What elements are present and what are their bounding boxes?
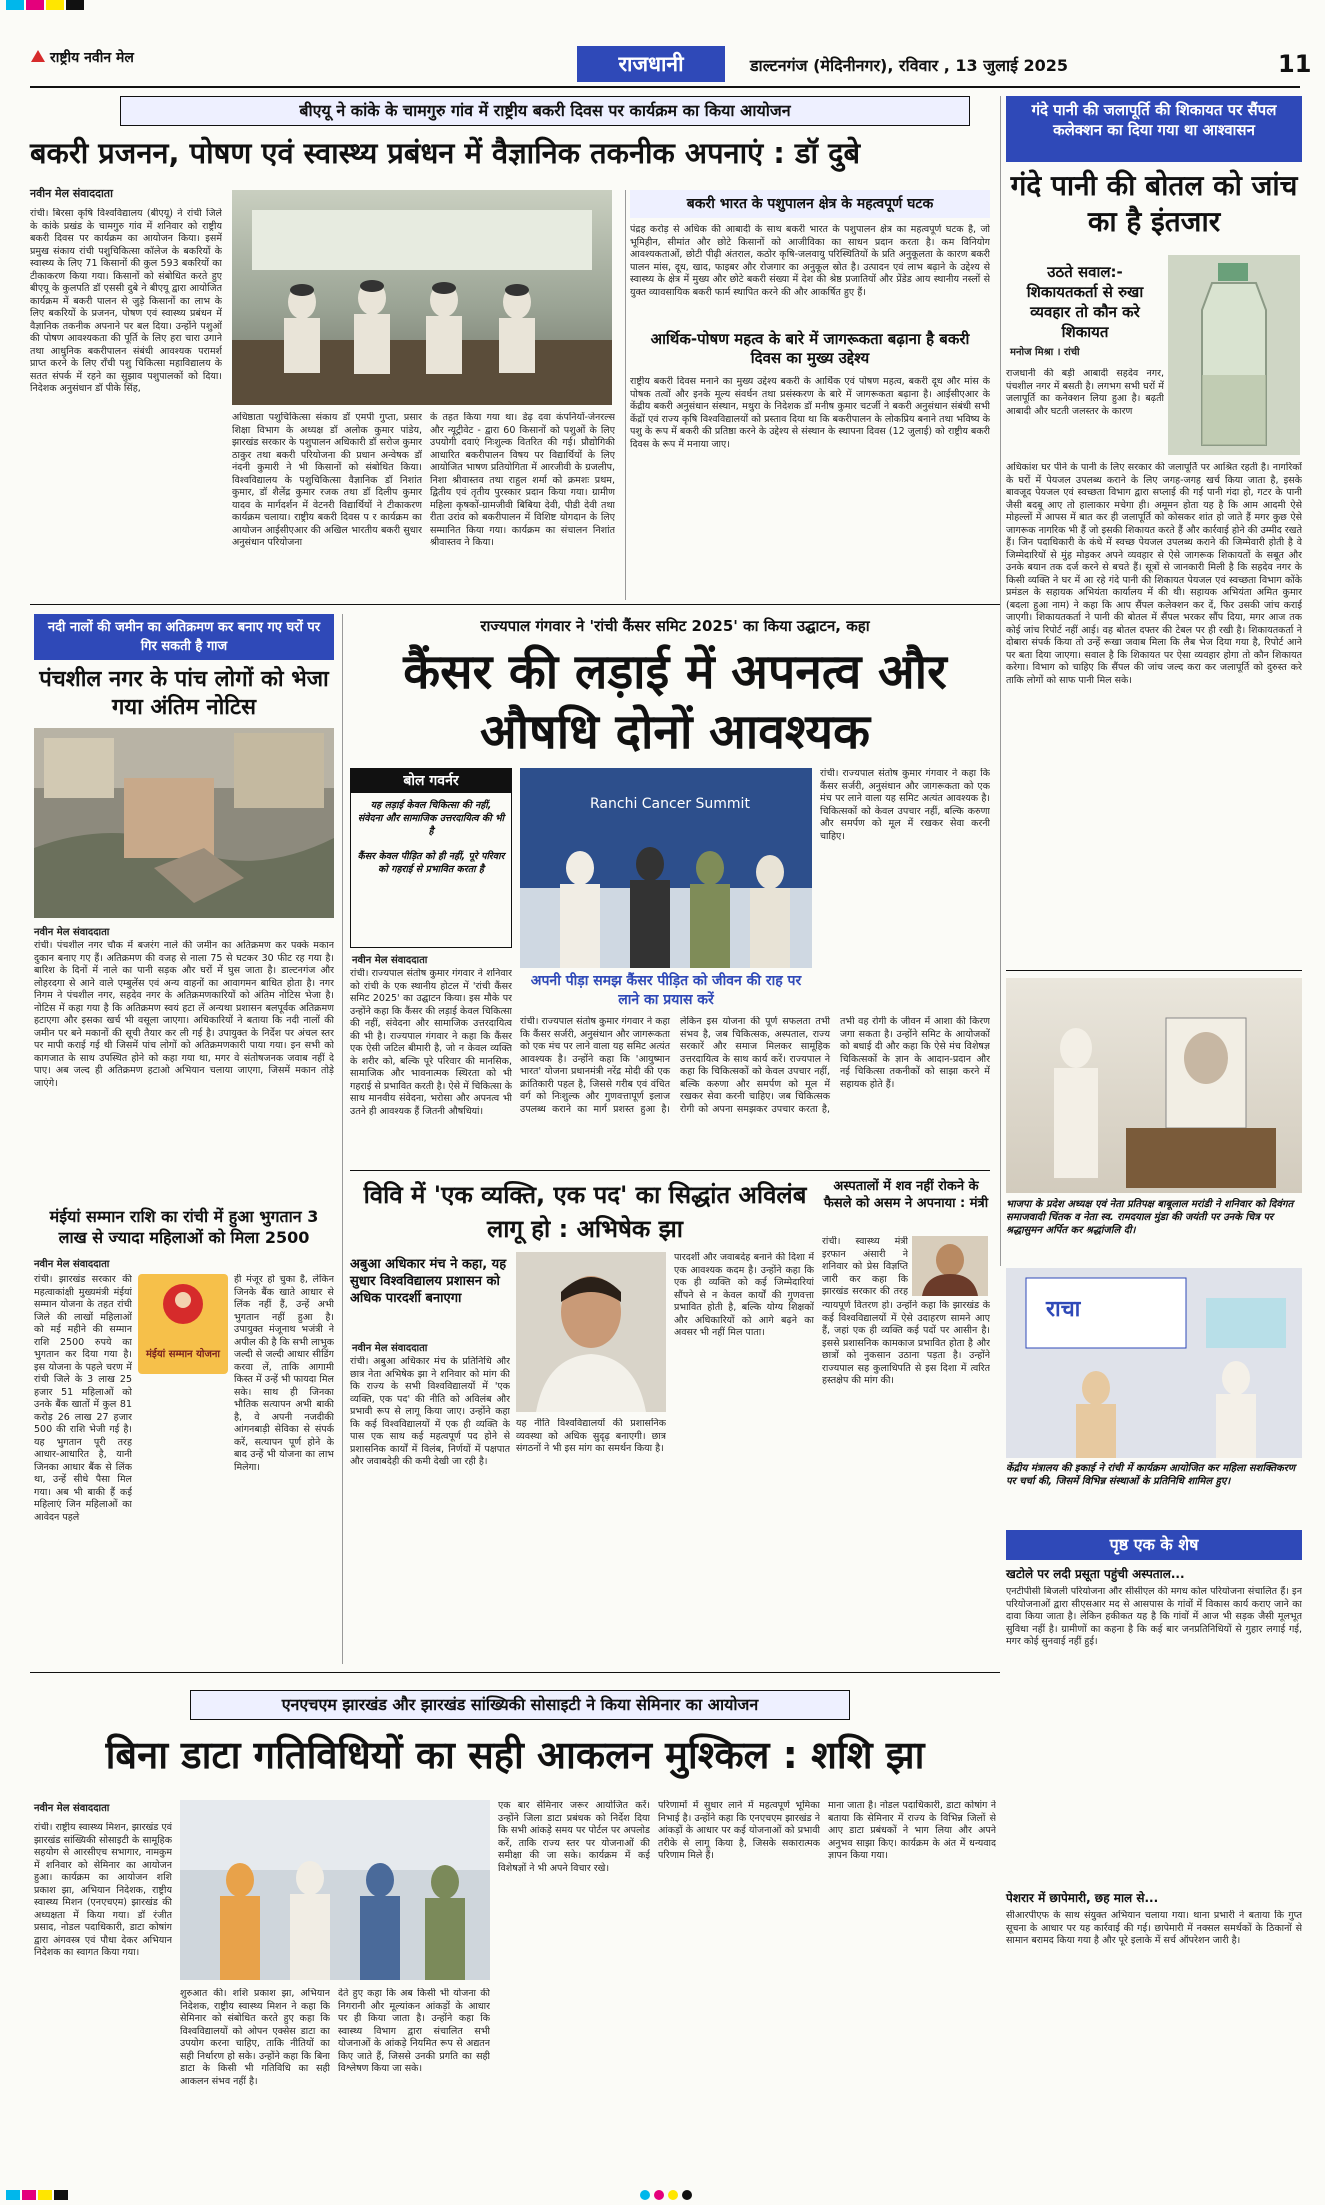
data-body-2: शुरुआत की। शशि प्रकाश झा, अभियान निदेशक, राष्ट्रीय स्वास्थ्य मिशन ने कहा कि सेमिनार को संबोधित करते हुए कहा कि विश्वविद्यालयों को ओपन एक्सेस डाटा का उपयोग करना चाहिए, ताकि नीतियों का सही निर्धारण हो सके। उन्होंने कहा कि बिना डाटा के किसी भी गतिविधि का सही आकलन संभव नहीं है। xyxy=(180,1988,330,2087)
cancer-byline: नवीन मेल संवाददाता xyxy=(352,955,428,966)
data-kicker: एनएचएम झारखंड और झारखंड सांख्यिकी सोसाइटी ने किया सेमिनार का आयोजन xyxy=(190,1690,850,1720)
cancer-headline: कैंसर की लड़ाई में अपनत्व और औषधि दोनों आवश्यक xyxy=(403,644,947,760)
river-headline: पंचशील नगर के पांच लोगों को भेजा गया अंतिम नोटिस xyxy=(39,667,329,720)
goat-col-4: पंद्रह करोड़ से अधिक की आबादी के साथ बकरी भारत के पशुपालन क्षेत्र का महत्वपूर्ण घटक है, जो भूमिहीन, सीमांत और छोटे किसानों को आजीविका का साधन प्रदान करता है। कम विनियोग आवश्यकताओं, छोटी पीढ़ी अंतराल, कठोर कृषि-जलवायु परिस्थितियों के प्रति अनुकूलता के कारण बकरी पालन मांस, दूध, खाद, फाइबर और रोजगार का अनुकूल स्रोत है। उत्पादन एवं लाभ बढ़ाने के उद्देश्य से स्वास्थ्य के क्षेत्र में मुख्य और छोटे बकरी संख्या में देश की श्रेष्ठ प्रजातियों और प्रेंडेड आय स्थानीय नस्लों से युक्त व्यावसायिक बकरी फार्म स्थापित करने की और आकर्षित हुए हैं। xyxy=(630,224,990,298)
data-byline: नवीन मेल संवाददाता xyxy=(34,1803,110,1814)
water-body-1: राजधानी की बड़ी आबादी सहदेव नगर, पंचशील नगर में बसती है। लगभग सभी घरों में जलापूर्ति का कनेक्शन लिया हुआ है। बढ़ती आबादी और घटती जलस्तर के कारण xyxy=(1006,368,1164,417)
data-body-6: माना जाता है। नोडल पदाधिकारी, डाटा कोषांग ने बताया कि सेमिनार में राज्य के विभिन्न जिलों से आए डाटा प्रबंधकों ने भाग लिया और अपने अनुभव साझा किए। कार्यक्रम के अंत में धन्यवाद ज्ञापन किया गया। xyxy=(828,1800,996,1861)
river-byline: नवीन मेल संवाददाता xyxy=(34,927,110,938)
color-bar-magenta xyxy=(26,0,44,10)
water-question: उठते सवाल:- शिकायतकर्ता से रुखा व्यवहार तो कौन करे शिकायत xyxy=(1026,263,1144,341)
cancer-banner-text: Ranchi Cancer Summit xyxy=(590,796,750,812)
pm-sub: अबुआ अधिकार मंच ने कहा, यह सुधार विश्वविद्यालय प्रशासन को अधिक पारदर्शी बनाएगा xyxy=(350,1257,507,1306)
paper-logo-icon xyxy=(30,48,46,62)
pm-body-1: रांची। अबुआ अधिकार मंच के प्रतिनिधि और छात्र नेता अभिषेक झा ने शनिवार को मांग की कि राज्य के सभी विश्वविद्यालयों में 'एक व्यक्ति, एक पद' की नीति को अविलंब और प्रभावी रूप से लागू किया जाए। उन्होंने कहा कि कई विश्वविद्यालयों में एक ही व्यक्ति के पास एक साथ कई महत्वपूर्ण पद होने से प्रशासनिक कार्यों में विलंब, निर्णयों में पक्षपात और जवाबदेही की कमी देखी जा रही है। xyxy=(350,1356,510,1467)
data-seminar-photo xyxy=(180,1800,490,1980)
cancer-photo-caption: अपनी पीड़ा समझ कैंसर पीड़ित को जीवन की राह पर लाने का प्रयास करें xyxy=(530,973,802,1008)
goat-col-1: रांची। बिरसा कृषि विश्वविद्यालय (बीएयू) ने रांची जिले के कांके प्रखंड के चामगुरु गांव में शनिवार को राष्ट्रीय बकरी दिवस पर कार्यक्रम का आयोजन किया। इसमें प्रमुख संकाय रांची पशुचिकित्सा कॉलेज के बकरियों के स्वास्थ्य के लिए 71 किसानों की कुल 593 बकरियों का टीकाकरण किया गया। किसानों को संबोधित करते हुए बीएयू के कुलपति डॉ एससी दुबे ने बीएयू द्वारा आयोजित कार्यक्रम में बकरी पालन से जुड़े किसानों का लाभ के लिए बकरियों के प्रजनन, पोषण एवं स्वास्थ्य प्रबंधन में वैज्ञानिक तकनीक अपनाने पर बल दिया। उन्होंने पशुओं की पोषण आवश्यकता की पूर्ति के लिए हरा चारा उगाने तथा आधुनिक बकरीपालन संबंधी आवश्यक परामर्श प्राप्त करने के लिए राँची पशु चिकित्सा महाविद्यालय के सतत संपर्क में रहने का सुझाव पशुपालकों को दिया। निदेशक अनुसंधान डॉ पीके सिंह, xyxy=(30,208,222,394)
pm-headline: विवि में 'एक व्यक्ति, एक पद' का सिद्धांत अविलंब लागू हो : अभिषेक झा xyxy=(363,1181,807,1243)
data-headline: बिना डाटा गतिविधियों का सही आकलन मुश्किल : शशि झा xyxy=(105,1733,925,1777)
goat-headline: बकरी प्रजनन, पोषण एवं स्वास्थ्य प्रबंधन में वैज्ञानिक तकनीक अपनाएं : डॉ दुबे xyxy=(30,136,861,170)
seminar-banner-text: राचा xyxy=(1046,1297,1081,1322)
river-kicker: नदी नालों की जमीन का अतिक्रमण कर बनाए गए घरों पर गिर सकती है गाज xyxy=(34,614,334,660)
dateline: डाल्टनगंज (मेदिनीनगर), रविवार , 13 जुलाई 2025 xyxy=(750,56,1069,75)
data-body-3: देते हुए कहा कि अब किसी भी योजना की निगरानी और मूल्यांकन आंकड़ों के आधार पर ही किया जाता है। उन्होंने कहा कि स्वास्थ्य विभाग द्वारा संचालित सभी योजनाओं के आंकड़े नियमित रूप से अद्यतन किए जाते हैं, जिससे उनकी प्रगति का सही विश्लेषण किया जा सके। xyxy=(338,1988,490,2074)
pm-body-2: पारदर्शी और जवाबदेह बनाने की दिशा में एक आवश्यक कदम है। उन्होंने कहा कि एक ही व्यक्ति को कई जिम्मेदारियां सौंपने से न केवल कार्यों की गुणवत्ता प्रभावित होती है, बल्कि योग्य शिक्षकों और अधिकारियों को आगे बढ़ने का अवसर भी नहीं मिल पाता। xyxy=(674,1252,814,1338)
data-body-1: रांची। राष्ट्रीय स्वास्थ्य मिशन, झारखंड एवं झारखंड सांख्यिकी सोसाइटी के सामूहिक सहयोग से आरसीएच सभागार, नामकुम में शनिवार को सेमिनार का आयोजन हुआ। कार्यक्रम का आयोजन शशि प्रकाश झा, अभियान निदेशक, राष्ट्रीय स्वास्थ्य मिशन (एनएचएम) झारखंड की अध्यक्षता में किया गया। डॉ रंजीत प्रसाद, नोडल पदाधिकारी, डाटा कोषांग द्वारा अंगवस्त्र एवं पौधा देकर अभियान निदेशक का स्वागत किया गया। xyxy=(34,1822,172,1958)
minister-photo xyxy=(912,1236,988,1296)
color-bar-yellow xyxy=(46,0,64,10)
water-body-2: अधिकांश घर पीने के पानी के लिए सरकार की जलापूर्ति पर आश्रित रहती है। नागरिकों के घरों में पेयजल उपलब्ध कराने के लिए जगह-जगह खर्च किया जाता है, इसके बावजूद पेयजल एवं स्वच्छता विभाग द्वारा सप्लाई की गई पानी गंदा हो, गटर के पानी जैसी बदबू आए तो हालाकार मचेगा ही। अमूमन होता यह है कि आम आदमी ऐसे मोहल्लों में आपस में बात कर ही जलापूर्ति को कोसकर शांत हो जाते हैं मगर कुछ ऐसे जागरूक नागरिक भी हैं जो इसकी शिकायत करते हैं और कार्रवाई होने की उम्मीद रखते हैं। जिन पदाधिकारी के कंधे में स्वच्छ पेयजल उपलब्ध कराने की जिम्मेवारी होती है वे जिम्मेदारियों से मुंह मोड़कर अपने व्यवहार से ऐसे जागरूक शिकायतों के सबूत और उनके बयान तक दर्ज करने से बचते हैं। सूत्रों से जानकारी मिली है कि सहदेव नगर के किसी व्यक्ति ने घर में आ रहे गंदे पानी की शिकायत पेयजल एवं स्वच्छता विभाग कोंके प्रमंडल के सहायक अभियंता कार्यालय में की थी। सहायक अभियंता अमित कुमार (बदला हुआ नाम) ने कहा कि आप सैंपल कलेक्शन कर दें, फिर उसकी जांच कराई जाएगी। शिकायतकर्ता ने पानी की बोतल में सैंपल भरकर सौंप दिया, मगर आज तक कोई जांच रिपोर्ट नहीं आई। वह बोतल दफ्तर की टेबल पर ही रखी है। शिकायतकर्ता ने दोबारा संपर्क किया तो उन्हें रूखा जवाब मिला कि लैब भेज दिया गया है, रिपोर्ट आने पर बता दिया जाएगा। सवाल है कि शिकायत पर ऐसा व्यवहार होगा तो कौन शिकायत करेगा। विभाग को चाहिए कि सैंपल की जांच जल्द करा कर जलापूर्ति को दुरुस्त करे ताकि लोगों को साफ पानी मिल सके। xyxy=(1006,462,1302,686)
cancer-box-item-2: कैंसर केवल पीड़ित को ही नहीं, पूरे परिवार को गहराई से प्रभावित करता है xyxy=(357,851,505,875)
bottom-color-bar xyxy=(0,2190,1325,2202)
goat-kicker: बीएयू ने कांके के चामगुरु गांव में राष्ट्रीय बकरी दिवस पर कार्यक्रम का किया आयोजन xyxy=(120,96,970,126)
water-headline: गंदे पानी की बोतल को जांच का है इंतजार xyxy=(1010,169,1298,238)
remaining-item-2-title: पेशरार में छापेमारी, छह माल से... xyxy=(1006,1891,1159,1905)
paper-name: राष्ट्रीय नवीन मेल xyxy=(50,50,134,66)
seminar-photo xyxy=(1006,1268,1302,1458)
goat-subhead-1: बकरी भारत के पशुपालन क्षेत्र के महत्वपूर्ण घटक xyxy=(630,190,990,218)
masthead-rule xyxy=(30,86,1300,88)
data-body-4: एक बार सेमिनार जरूर आयोजित करें। उन्होंने जिला डाटा प्रबंधक को निर्देश दिया कि सभी आंकड़े समय पर पोर्टल पर अपलोड करें, ताकि राज्य स्तर पर योजनाओं की समीक्षा की जा सके। कार्यक्रम में कई विशेषज्ञों ने भी अपने विचार रखे। xyxy=(498,1800,650,1874)
cancer-kicker: राज्यपाल गंगवार ने 'रांची कैंसर समिट 2025' का किया उद्घाटन, कहा xyxy=(480,617,870,635)
cancer-box-item-1: यह लड़ाई केवल चिकित्सा की नहीं, संवेदना और सामाजिक उत्तरदायित्व की भी है xyxy=(357,800,505,837)
pm-body-1b: यह नीति विश्वविद्यालयों की प्रशासनिक व्यवस्था को अधिक सुदृढ़ बनाएगी। छात्र संगठनों ने भी इस मांग का समर्थन किया है। xyxy=(516,1418,666,1454)
abhishek-jha-photo xyxy=(516,1252,666,1412)
masthead xyxy=(0,0,1325,78)
seminar-caption: केंद्रीय मंत्रालय की इकाई ने रांची में कार्यक्रम आयोजित कर महिला सशक्तिकरण पर चर्चा की, जिसमें विभिन्न संस्थाओं के प्रतिनिधि शामिल हुए। xyxy=(1006,1463,1296,1487)
water-kicker: गंदे पानी की जलापूर्ति की शिकायत पर सैंपल कलेक्शन का दिया गया था आश्वासन xyxy=(1006,96,1302,162)
goat-subhead-2: आर्थिक-पोषण महत्व के बारे में जागरूकता बढ़ाना है बकरी दिवस का मुख्य उद्देश्य xyxy=(650,330,970,367)
section-tag: राजधानी xyxy=(577,46,725,82)
water-byline: मनोज मिश्रा । रांची xyxy=(1010,347,1080,358)
maiyan-body-1: रांची। झारखंड सरकार की महत्वाकांक्षी मुख्यमंत्री मंईयां सम्मान योजना के तहत रांची जिले की लाखों महिलाओं को मई महीने की सम्मान राशि 2500 रुपये का भुगतान कर दिया गया है। इस योजना के पहले चरण में रांची जिले के 3 लाख 25 हजार 51 महिलाओं को उनके बैंक खातों में कुल 81 करोड़ 26 लाख 27 हजार 500 की राशि भेजी गई है। यह भुगतान पूरी तरह आधार-आधारित है, यानी जिनका आधार बैंक से लिंक था, उन्हें सीधे पैसा मिल गया। अब भी बाकी हैं कई महिलाएं जिन महिलाओं का आवेदन पहले xyxy=(34,1274,132,1523)
goat-col-5: राष्ट्रीय बकरी दिवस मनाने का मुख्य उद्देश्य बकरी के आर्थिक एवं पोषण महत्व, बकरी दूध और मांस के पोषक तत्वों और इनके मूल्य संवर्धन तथा प्रसंस्करण के बारे में जागरूकता बढ़ाना है। आईसीएआर के केंद्रीय बकरी अनुसंधान संस्थान, मथुरा के निदेशक डॉ मनीष कुमार चटर्जी ने बकरी अनुसंधान संबंधी सभी केंद्रों एवं राज्य कृषि विश्वविद्यालयों को प्रस्ताव दिया था कि बकरीपालन के लोकप्रिय बनाने तथा भविष्य के पशु के रूप में बकरी की प्रतिष्ठा करने के उद्देश्य से संस्थान के स्थापना दिवस (12 जुलाई) को राष्ट्रीय बकरी दिवस के रूप में मनाया जाए। xyxy=(630,376,990,450)
data-body-5: परिणामों में सुधार लाने में महत्वपूर्ण भूमिका निभाई है। उन्होंने कहा कि एनएचएम झारखंड ने आंकड़ों के आधार पर कई योजनाओं को प्रभावी तरीके से लागू किया है, जिसके सकारात्मक परिणाम मिले हैं। xyxy=(658,1800,820,1861)
maiyan-logo-text: मंईयां सम्मान योजना xyxy=(145,1349,221,1360)
remaining-item-1-title: खटोले पर लदी प्रसूता पहुंची अस्पताल... xyxy=(1006,1567,1185,1581)
water-bottle-photo xyxy=(1168,255,1300,455)
cancer-body-2: रांची। राज्यपाल संतोष कुमार गंगवार ने कहा कि कैंसर सर्जरी, अनुसंधान और जागरूकता को एक मंच पर लाने वाला यह समिट अत्यंत आवश्यक है। उन्होंने कहा कि 'आयुष्मान भारत' योजना प्रधानमंत्री नरेंद्र मोदी की एक क्रांतिकारी पहल है, जिससे गरीब एवं वंचित वर्ग को निःशुल्क और गुणवत्तापूर्ण इलाज उपलब्ध कराने का मार्ग प्रशस्त हुआ है। लेकिन इस योजना की पूर्ण सफलता तभी संभव है, जब चिकित्सक, अस्पताल, राज्य सरकारें और समाज मिलकर सामूहिक उत्तरदायित्व के साथ कार्य करें। राज्यपाल ने कहा कि चिकित्सकों को केवल उपचार नहीं, बल्कि करुणा और समर्पण को मूल में रखकर सेवा करनी चाहिए। जब चिकित्सक रोगी को अपना समझकर उपचार करता है, तभी वह रोगी के जीवन में आशा की किरण जगा सकता है। उन्होंने समिट के आयोजकों को बधाई दी और कहा कि ऐसे मंच विशेषज्ञ चिकित्सकों के ज्ञान के आदान-प्रदान और नई चिकित्सा तकनीकों को साझा करने में सहायक होते हैं। xyxy=(520,1016,990,1115)
color-bar-cyan xyxy=(6,0,24,10)
river-body: रांची। पंचशील नगर चौक में बजरंग नाले की जमीन का अतिक्रमण कर पक्के मकान दुकान बनाए गए हैं। अतिक्रमण की वजह से नाला 75 से घटकर 30 फीट रह गया है। बारिश के दिनों में नाले का पानी सड़क और घरों में घुस जाता है। डाल्टनगंज और लोहरदगा से आने वाले एम्बुलेंस एवं अन्य वाहनों का आवागमन बाधित होता है। नगर निगम ने पंचशील नगर, सहदेव नगर के अतिक्रमणकारियों को अंतिम नोटिस भेजा है। नोटिस में कहा गया है कि अतिक्रमण स्वयं हटा लें अन्यथा प्रशासन बलपूर्वक अतिक्रमण हटाएगा और इसका खर्च भी वसूला जाएगा। अधिकारियों ने बताया कि नदी नालों की जमीन पर बने मकानों की सूची तैयार कर ली गई है। उपायुक्त के निर्देश पर अंचल स्तर पर मापी कराई गई थी जिसमें पांच लोगों को अतिक्रमणकारी पाया गया। इन सभी को कागजात के साथ उपस्थित होने को कहा गया था, मगर वे संतोषजनक जवाब नहीं दे पाए। अब जल्द ही अतिक्रमण हटाओ अभियान चलाया जाएगा, जिसमें मकान तोड़े जाएंगे। xyxy=(34,940,334,1089)
river-encroachment-photo xyxy=(34,728,334,918)
color-bar-black xyxy=(66,0,84,10)
cancer-box xyxy=(350,768,512,948)
remaining-item-2-body: सीआरपीएफ के साथ संयुक्त अभियान चलाया गया। थाना प्रभारी ने बताया कि गुप्त सूचना के आधार पर यह कार्रवाई की गई। छापेमारी में नक्सल समर्थकों के ठिकानों से सामान बरामद किया गया है और पूरे इलाके में सर्च ऑपरेशन जारी है। xyxy=(1006,1910,1302,1946)
goat-byline: नवीन मेल संवाददाता xyxy=(30,187,113,200)
pm-body-3: न्यायपूर्ण वितरण हो। उन्होंने कहा कि झारखंड के कई विश्वविद्यालयों में ऐसे उदाहरण सामने आए हैं, जहां एक ही व्यक्ति कई पदों पर आसीन है। इससे प्रशासनिक कामकाज प्रभावित होता है और छात्रों को नुकसान उठाना पड़ता है। उन्होंने राज्यपाल सह कुलाधिपति से इस दिशा में त्वरित हस्तक्षेप की मांग की। xyxy=(822,1300,990,1386)
maiyan-logo xyxy=(138,1274,228,1374)
hospital-body: रांची। स्वास्थ्य मंत्री इरफान अंसारी ने शनिवार को प्रेस विज्ञप्ति जारी कर कहा कि झारखंड सरकार की तरह xyxy=(822,1236,908,1296)
pm-byline: नवीन मेल संवाददाता xyxy=(352,1343,428,1354)
maiyan-body-2: ही मंजूर हो चुका है, लेकिन जिनके बैंक खाते आधार से लिंक नहीं हैं, उन्हें अभी भुगतान नहीं हुआ है। उपायुक्त मंजूनाथ भजंत्री ने अपील की है कि सभी लाभुक जल्दी से जल्दी आधार सीडिंग करवा लें, ताकि आगामी किस्त में उन्हें भी फायदा मिल सके। साथ ही जिनका भौतिक सत्यापन अभी बाकी है, वे अपनी नजदीकी आंगनबाड़ी सेविका से संपर्क करें, सत्यापन पूर्ण होने के बाद उन्हें भी योजना का लाभ मिलेगा। xyxy=(234,1274,334,1473)
goat-col-3: के तहत किया गया था। डेढ़ दवा कंपनियों-जेनरल्स और न्यूट्रीवेट - द्वारा 60 किसानों को पशुओं के लिए उपयोगी दवाएं निःशुल्क वितरित की गई। प्रौद्योगिकी आधारित बकरीपालन विषय पर विद्यार्थियों के लिए आयोजित भाषण प्रतियोगिता में आरजीवी के ग्रजलीप, निशा श्रीवास्तव तथा राहुल शर्मा को क्रमशः प्रथम, द्वितीय एवं तृतीय पुरस्कार प्रदान किया गया। ग्रामीण महिला कृषकों-ग्रामजीवी बिबिया देवी, पीडी देवी तथा रीता उरांव को बकरीपालन में विशिष्ट योगदान के लिए सम्मानित किया गया। कार्यक्रम का संचालन निशांत श्रीवास्तव ने किया। xyxy=(430,412,615,548)
tribute-caption: भाजपा के प्रदेश अध्यक्ष एवं नेता प्रतिपक्ष बाबूलाल मरांडी ने शनिवार को दिवंगत समाजवादी चिंतक व नेता स्व. रामदयाल मुंडा की जयंती पर उनके चित्र पर श्रद्धासुमन अर्पित कर श्रद्धांजलि दी। xyxy=(1006,1199,1294,1236)
remaining-header: पृष्ठ एक के शेष xyxy=(1006,1530,1302,1560)
page-number: 11 xyxy=(1278,50,1312,78)
cancer-box-title: बोल गवर्नर xyxy=(351,769,511,793)
maiyan-byline: नवीन मेल संवाददाता xyxy=(34,1259,110,1270)
maiyan-headline: मंईयां सम्मान राशि का रांची में हुआ भुगतान 3 लाख से ज्यादा महिलाओं को मिला 2500 xyxy=(49,1207,319,1247)
goat-col-2: अधिष्ठाता पशुचिकित्सा संकाय डॉ एमपी गुप्ता, प्रसार शिक्षा विभाग के अध्यक्ष डॉ अलोक कुमार पांडेय, झारखंड सरकार के पशुपालन अधिकारी डॉ सरोज कुमार ठाकुर तथा बकरी परियोजना की प्रधान अन्वेषक डॉ नंदनी कुमारी ने भी किसानों को संबोधित किया। विश्वविद्यालय के पशुचिकित्सा वैज्ञानिक डॉ निशांत कुमार, डॉ शैलेंद्र कुमार रजक तथा डॉ दिलीप कुमार यादव के मार्गदर्शन में वेटनरी विद्यार्थियों ने टीकाकरण कार्यक्रम चलाया। राष्ट्रीय बकरी दिवस प र कार्यक्रम का आयोजन आईसीएआर की अखिल भारतीय बकरी सुधार अनुसंधान परियोजना xyxy=(232,412,422,548)
hospital-headline: अस्पतालों में शव नहीं रोकने के फैसले को असम ने अपनाया : मंत्री xyxy=(823,1179,989,1211)
cancer-body-1: रांची। राज्यपाल संतोष कुमार गंगवार ने शनिवार को रांची के एक स्थानीय होटल में 'रांची कैंसर समिट 2025' का उद्घाटन किया। इस मौके पर उन्होंने कहा कि कैंसर की लड़ाई केवल चिकित्सा की नहीं, संवेदना और सामाजिक उत्तरदायित्व की भी है। राज्यपाल गंगवार ने कहा कि कैंसर एक ऐसी जटिल बीमारी है, जो न केवल व्यक्ति के शरीर को, बल्कि पूरे परिवार की मानसिक, सामाजिक और भावनात्मक स्थिरता को भी गहराई से प्रभावित करती है। ऐसे में चिकित्सा के साथ मानवीय संवेदना, भरोसा और अपनत्व भी उतने ही आवश्यक हैं जितनी औषधियां। xyxy=(350,968,512,1117)
tribute-photo xyxy=(1006,978,1302,1193)
goat-event-photo xyxy=(232,190,612,405)
remaining-item-1-body: एनटीपीसी बिजली परियोजना और सीसीएल की मगध कोल परियोजना संचालित हैं। इन परियोजनाओं द्वारा सीएसआर मद से आसपास के गांवों में विकास कार्य कराए जाने का दावा किया जाता है। लेकिन हकीकत यह है कि गांवों में आज भी सड़क जैसी मूलभूत सुविधा नहीं है। ग्रामीणों का कहना है कि कई बार जनप्रतिनिधियों से गुहार लगाई गई, मगर कोई सुनवाई नहीं हुई। xyxy=(1006,1586,1302,1647)
cancer-body-2-col: रांची। राज्यपाल संतोष कुमार गंगवार ने कहा कि कैंसर सर्जरी, अनुसंधान और जागरूकता को एक मंच पर लाने वाला यह समिट अत्यंत आवश्यक है। चिकित्सकों को केवल उपचार नहीं, बल्कि करुणा और समर्पण को मूल में रखकर सेवा करनी चाहिए। xyxy=(820,768,990,842)
cancer-summit-photo xyxy=(520,768,812,968)
